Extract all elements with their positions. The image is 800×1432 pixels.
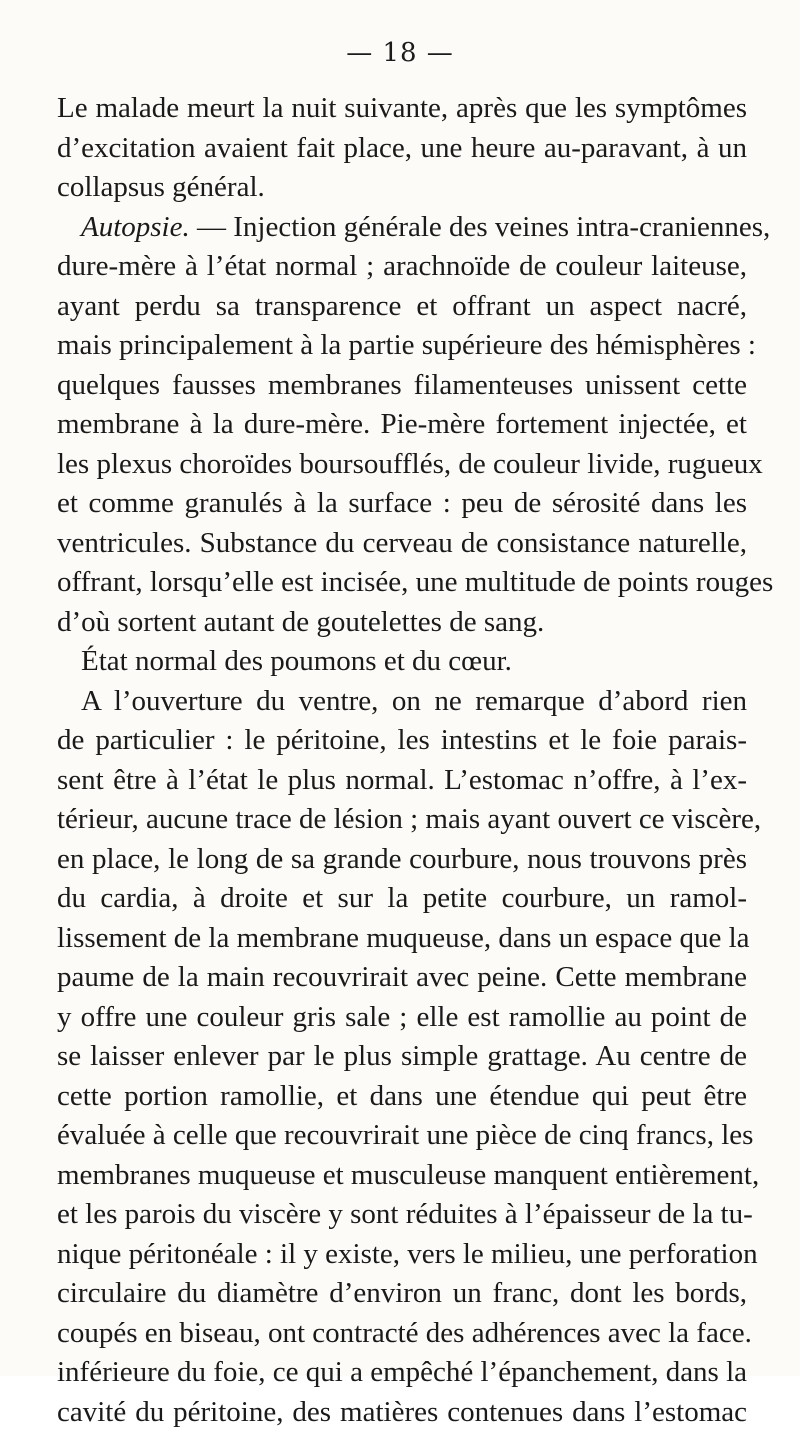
text-line: circulaire du diamètre d’environ un franc, dont les bords, <box>57 1274 747 1314</box>
text-line: paume de la main recouvrirait avec peine. Cette membrane <box>57 958 747 998</box>
text-line: Le malade meurt la nuit suivante, après que les symptômes <box>57 89 747 129</box>
text-line: mais principalement à la partie supérieure des hémisphères : <box>57 326 747 366</box>
body-text <box>57 89 747 1432</box>
text-line: membranes muqueuse et musculeuse manquent entièrement, <box>57 1156 747 1196</box>
text-line: d’où sortent autant de goutelettes de sang. <box>57 603 747 643</box>
text-line: coupés en biseau, ont contracté des adhérences avec la face. <box>57 1314 747 1354</box>
text-line: membrane à la dure-mère. Pie-mère fortement injectée, et <box>57 405 747 445</box>
text-line: quelques fausses membranes filamenteuses unissent cette <box>57 366 747 406</box>
text-line-rest: — Injection générale des veines intra-craniennes, <box>197 211 770 243</box>
text-line: cavité du péritoine, des matières contenues dans l’estomac <box>57 1393 747 1432</box>
text-line: se laisser enlever par le plus simple grattage. Au centre de <box>57 1037 747 1077</box>
text-line: du cardia, à droite et sur la petite courbure, un ramol- <box>57 879 747 919</box>
text-line: ayant perdu sa transparence et offrant un aspect nacré, <box>57 287 747 327</box>
page-number-header: — 18 — <box>0 38 800 68</box>
text-line: A l’ouverture du ventre, on ne remarque d’abord rien <box>57 682 747 722</box>
text-line: évaluée à celle que recouvrirait une pièce de cinq francs, les <box>57 1116 747 1156</box>
text-line: de particulier : le péritoine, les intestins et le foie parais- <box>57 721 747 761</box>
text-line: sent être à l’état le plus normal. L’estomac n’offre, à l’ex- <box>57 761 747 801</box>
text-line: en place, le long de sa grande courbure, nous trouvons près <box>57 840 747 880</box>
text-line: ventricules. Substance du cerveau de consistance naturelle, <box>57 524 747 564</box>
text-line: dure-mère à l’état normal ; arachnoïde de couleur laiteuse, <box>57 247 747 287</box>
text-line: et comme granulés à la surface : peu de sérosité dans les <box>57 484 747 524</box>
text-line-autopsy <box>57 208 747 248</box>
text-line: térieur, aucune trace de lésion ; mais ayant ouvert ce viscère, <box>57 800 747 840</box>
text-line: et les parois du viscère y sont réduites à l’épaisseur de la tu- <box>57 1195 747 1235</box>
text-line: offrant, lorsqu’elle est incisée, une multitude de points rouges <box>57 563 747 603</box>
text-line: les plexus choroïdes boursoufflés, de couleur livide, rugueux <box>57 445 747 485</box>
text-line: lissement de la membrane muqueuse, dans un espace que la <box>57 919 747 959</box>
text-line: État normal des poumons et du cœur. <box>57 642 747 682</box>
text-line: nique péritonéale : il y existe, vers le milieu, une perforation <box>57 1235 747 1275</box>
text-line: inférieure du foie, ce qui a empêché l’épanchement, dans la <box>57 1353 747 1393</box>
text-line: collapsus général. <box>57 168 747 208</box>
text-line: cette portion ramollie, et dans une étendue qui peut être <box>57 1077 747 1117</box>
autopsy-label: Autopsie. <box>81 211 190 243</box>
text-line: d’excitation avaient fait place, une heure au-paravant, à un <box>57 129 747 169</box>
text-line: y offre une couleur gris sale ; elle est ramollie au point de <box>57 998 747 1038</box>
